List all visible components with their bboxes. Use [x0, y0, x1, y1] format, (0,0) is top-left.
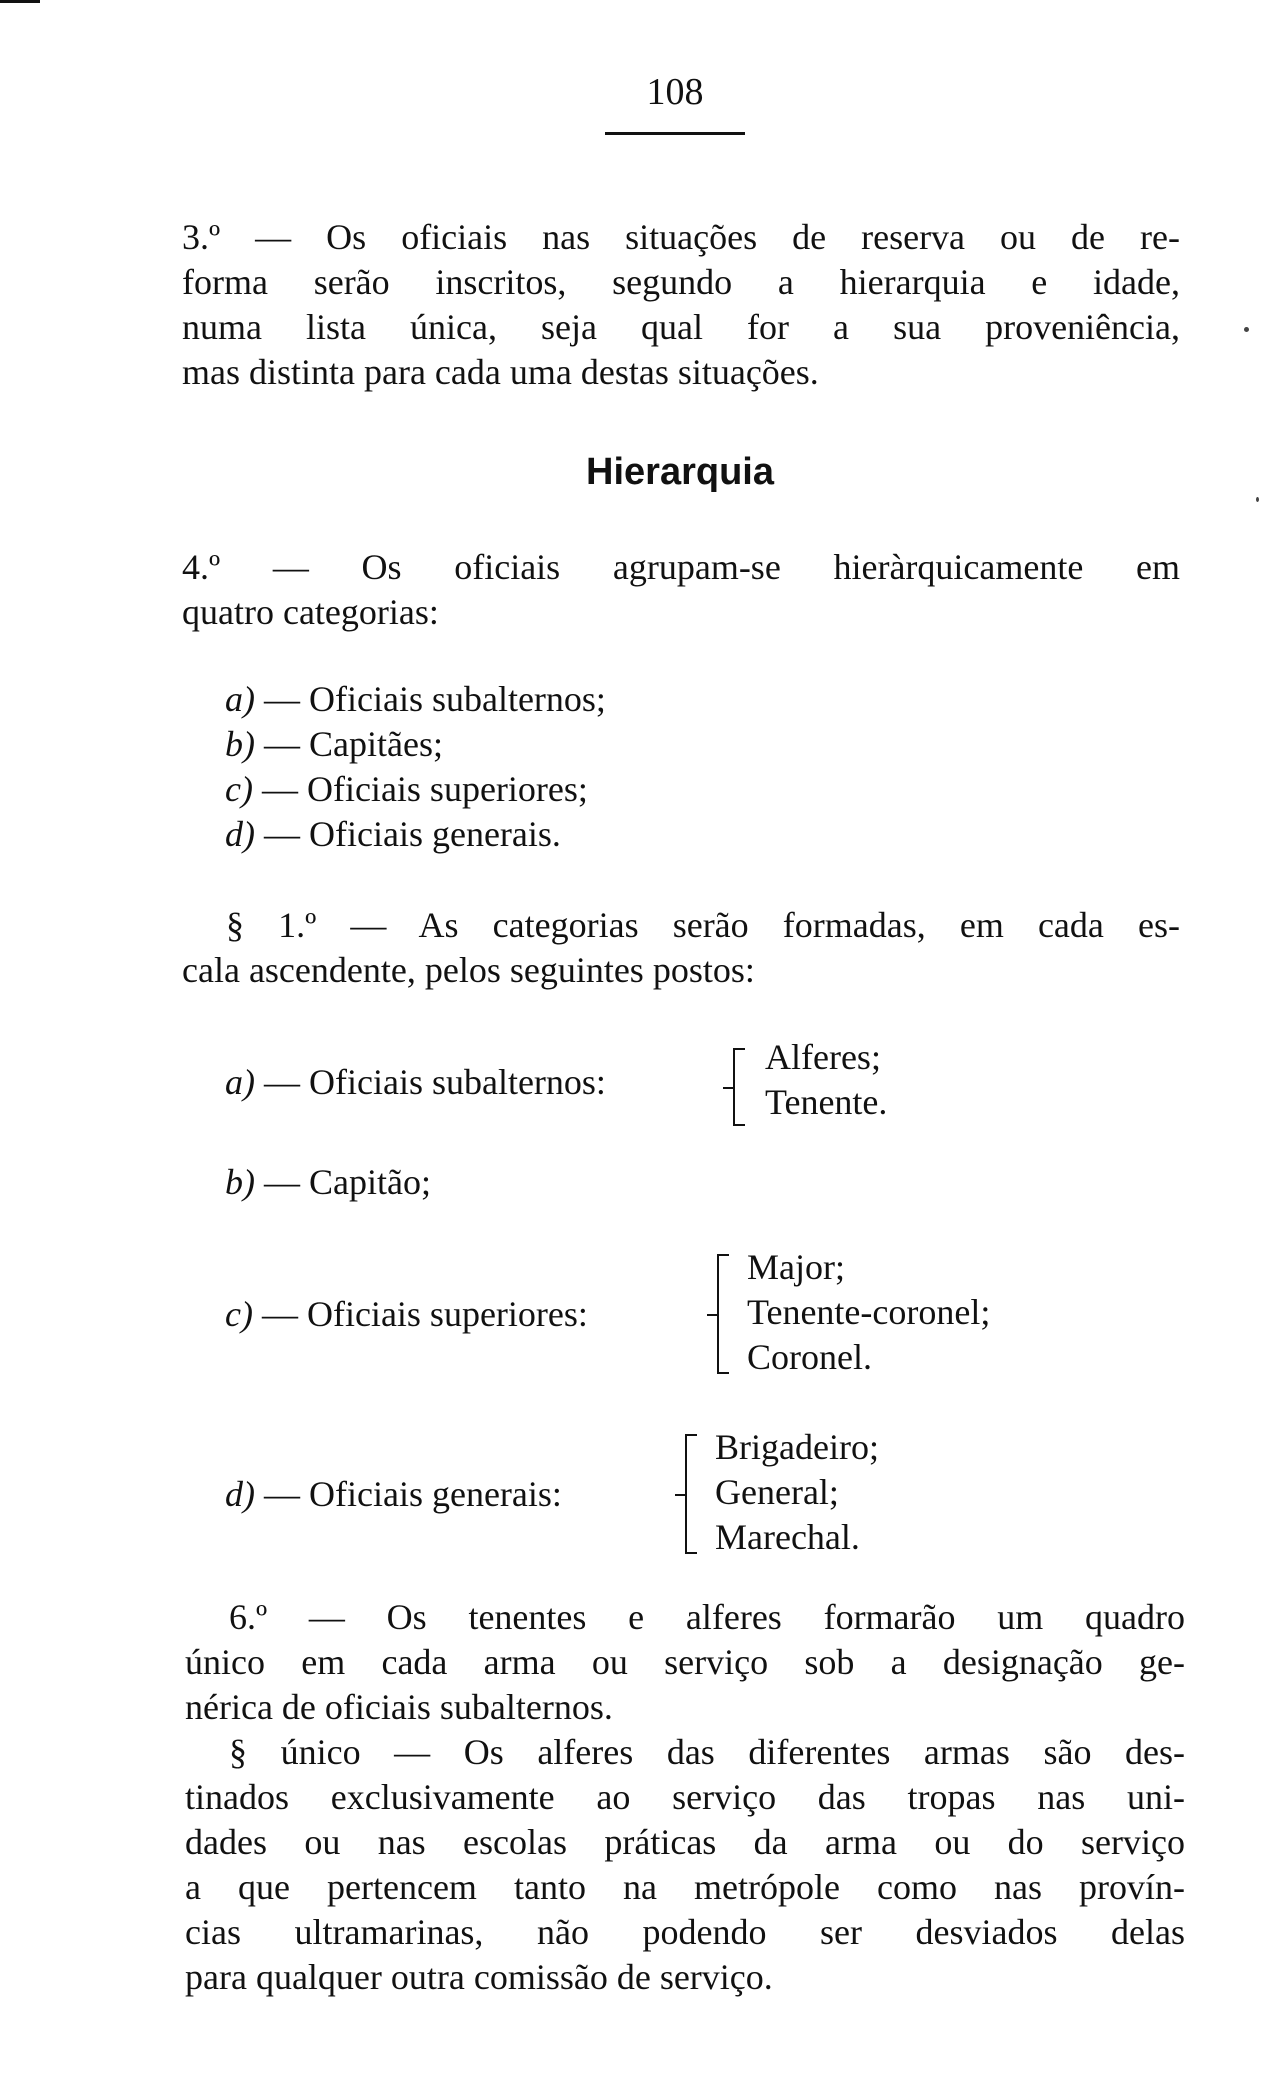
group-items	[765, 1035, 887, 1125]
list-item	[225, 812, 606, 857]
section-heading: Hierarquia	[586, 451, 774, 493]
paragraph-line: para qualquer outra comissão de serviço.	[185, 1957, 773, 1997]
brace	[717, 1254, 729, 1374]
paragraph-line: tinados exclusivamente ao serviço das tropas nas uni-	[185, 1777, 1185, 1817]
list-item: Major;	[747, 1247, 845, 1287]
paragraph-4	[182, 545, 1180, 635]
page-number-rule	[605, 132, 745, 135]
list-item: General;	[715, 1472, 839, 1512]
item-text: — Oficiais superiores;	[252, 769, 588, 809]
item-text: — Capitães;	[255, 724, 443, 764]
list-item: Brigadeiro;	[715, 1427, 879, 1467]
section-unico	[185, 1730, 1185, 2000]
group-label	[225, 1160, 431, 1205]
scan-speck	[1256, 497, 1259, 502]
paragraph-line: 3.º — Os oficiais nas situações de reserva ou de re-	[182, 217, 1180, 257]
section-1	[182, 903, 1180, 993]
item-text: — Oficiais subalternos;	[255, 679, 606, 719]
item-letter: d)	[225, 814, 255, 854]
scan-edge-mark	[0, 0, 40, 3]
post-group-superiores	[225, 1240, 1085, 1390]
paragraph-line: forma serão inscritos, segundo a hierarquia e idade,	[182, 262, 1180, 302]
list-item	[225, 722, 606, 767]
item-text: — Capitão;	[255, 1162, 431, 1202]
group-items	[747, 1245, 990, 1380]
item-text: — Oficiais subalternos:	[255, 1062, 606, 1102]
paragraph-line: mas distinta para cada uma destas situações.	[182, 352, 819, 392]
list-item: Alferes;	[765, 1037, 881, 1077]
list-item	[225, 767, 606, 812]
paragraph-line: único em cada arma ou serviço sob a designação ge-	[185, 1642, 1185, 1682]
paragraph-line: a que pertencem tanto na metrópole como nas provín-	[185, 1867, 1185, 1907]
scan-speck	[1244, 327, 1249, 332]
post-group-capitao	[225, 1160, 1025, 1210]
paragraph-line: dades ou nas escolas práticas da arma ou do serviço	[185, 1822, 1185, 1862]
list-item	[225, 677, 606, 722]
group-label	[225, 1060, 606, 1105]
item-letter: a)	[225, 1062, 255, 1102]
group-items	[715, 1425, 879, 1560]
item-letter: a)	[225, 679, 255, 719]
list-item: Tenente.	[765, 1082, 888, 1122]
list-item: Tenente-coronel;	[747, 1292, 991, 1332]
paragraph-line: § 1.º — As categorias serão formadas, em cada es-	[226, 905, 1180, 945]
item-text: — Oficiais generais:	[255, 1474, 562, 1514]
paragraph-line: 4.º — Os oficiais agrupam-se hieràrquicamente em	[182, 547, 1180, 587]
paragraph-line: nérica de oficiais subalternos.	[185, 1687, 613, 1727]
post-group-subalternos	[225, 1030, 1025, 1140]
paragraph-6	[185, 1595, 1185, 1730]
group-label	[225, 1472, 562, 1517]
paragraph-line: cala ascendente, pelos seguintes postos:	[182, 950, 755, 990]
item-text: — Oficiais superiores:	[252, 1294, 588, 1334]
list-item: Coronel.	[747, 1337, 872, 1377]
paragraph-line: 6.º — Os tenentes e alferes formarão um quadro	[229, 1597, 1185, 1637]
item-letter: b)	[225, 724, 255, 764]
list-item: Marechal.	[715, 1517, 860, 1557]
paragraph-line: quatro categorias:	[182, 592, 439, 632]
brace	[685, 1434, 697, 1554]
item-text: — Oficiais generais.	[255, 814, 561, 854]
item-letter: d)	[225, 1474, 255, 1514]
categories-list	[225, 677, 606, 857]
post-group-generais	[225, 1420, 1025, 1570]
item-letter: c)	[225, 769, 253, 809]
paragraph-line: § único — Os alferes das diferentes armas são des-	[229, 1732, 1185, 1772]
item-letter: b)	[225, 1162, 255, 1202]
brace	[733, 1048, 745, 1126]
group-label	[225, 1292, 588, 1337]
paragraph-line: cias ultramarinas, não podendo ser desviados delas	[185, 1912, 1185, 1952]
paragraph-3	[182, 215, 1180, 395]
item-letter: c)	[225, 1294, 253, 1334]
page-number: 108	[646, 71, 704, 113]
paragraph-line: numa lista única, seja qual for a sua proveniência,	[182, 307, 1180, 347]
